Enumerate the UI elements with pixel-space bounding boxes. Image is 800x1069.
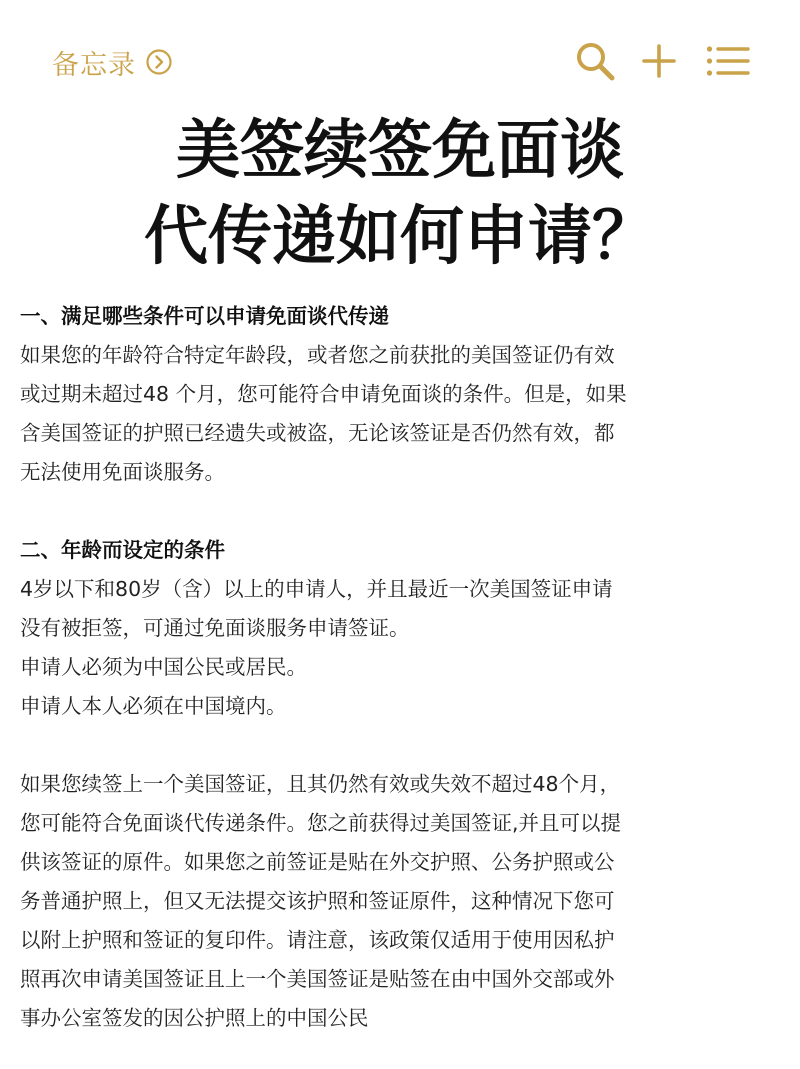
note-title-line-2: 代传递如何申请？ bbox=[144, 200, 656, 274]
note-title-line-1: 美签续签免面谈 bbox=[176, 114, 624, 188]
list-icon[interactable] bbox=[706, 45, 750, 77]
body-line: 申请人必须为中国公民或居民。 bbox=[20, 655, 307, 679]
body-line: 如果您续签上一个美国签证，且其仍然有效或失效不超过48个月， bbox=[20, 772, 621, 796]
plus-icon[interactable] bbox=[642, 44, 676, 78]
body-line: 申请人本人必须在中国境内。 bbox=[20, 694, 287, 718]
paragraph-gap bbox=[20, 726, 790, 765]
body-line: 含美国签证的护照已经遗失或被盗，无论该签证是否仍然有效，都 bbox=[20, 421, 615, 445]
back-label: 备忘录 bbox=[52, 49, 136, 81]
note-title bbox=[0, 108, 800, 280]
body-line: 没有被拒签，可通过免面谈服务申请签证。 bbox=[20, 616, 410, 640]
body-line: 以附上护照和签证的复印件。请注意，该政策仅适用于使用因私护 bbox=[20, 928, 615, 952]
chevron-right-circle-icon bbox=[146, 49, 172, 75]
top-bar bbox=[0, 0, 800, 120]
body-line: 如果您的年龄符合特定年龄段，或者您之前获批的美国签证仍有效 bbox=[20, 343, 615, 367]
body-line: 或过期未超过48 个月，您可能符合申请免面谈的条件。但是，如果 bbox=[20, 382, 627, 406]
body-line: 供该签证的原件。如果您之前签证是贴在外交护照、公务护照或公 bbox=[20, 850, 615, 874]
body-line: 4岁以下和80岁（含）以上的申请人，并且最近一次美国签证申请 bbox=[20, 577, 613, 601]
body-line: 您可能符合免面谈代传递条件。您之前获得过美国签证,并且可以提 bbox=[20, 811, 622, 835]
body-line: 照再次申请美国签证且上一个美国签证是贴签在由中国外交部或外 bbox=[20, 967, 615, 991]
paragraph-gap bbox=[20, 492, 790, 531]
section-1-heading: 一、满足哪些条件可以申请免面谈代传递 bbox=[20, 304, 389, 328]
search-icon[interactable] bbox=[574, 40, 616, 82]
back-to-notes-button[interactable] bbox=[52, 44, 172, 80]
note-body[interactable] bbox=[20, 297, 790, 1038]
body-line: 无法使用免面谈服务。 bbox=[20, 460, 225, 484]
body-line: 事办公室签发的因公护照上的中国公民 bbox=[20, 1006, 369, 1030]
section-2-heading: 二、年龄而设定的条件 bbox=[20, 538, 225, 562]
body-line: 务普通护照上，但又无法提交该护照和签证原件，这种情况下您可 bbox=[20, 889, 615, 913]
